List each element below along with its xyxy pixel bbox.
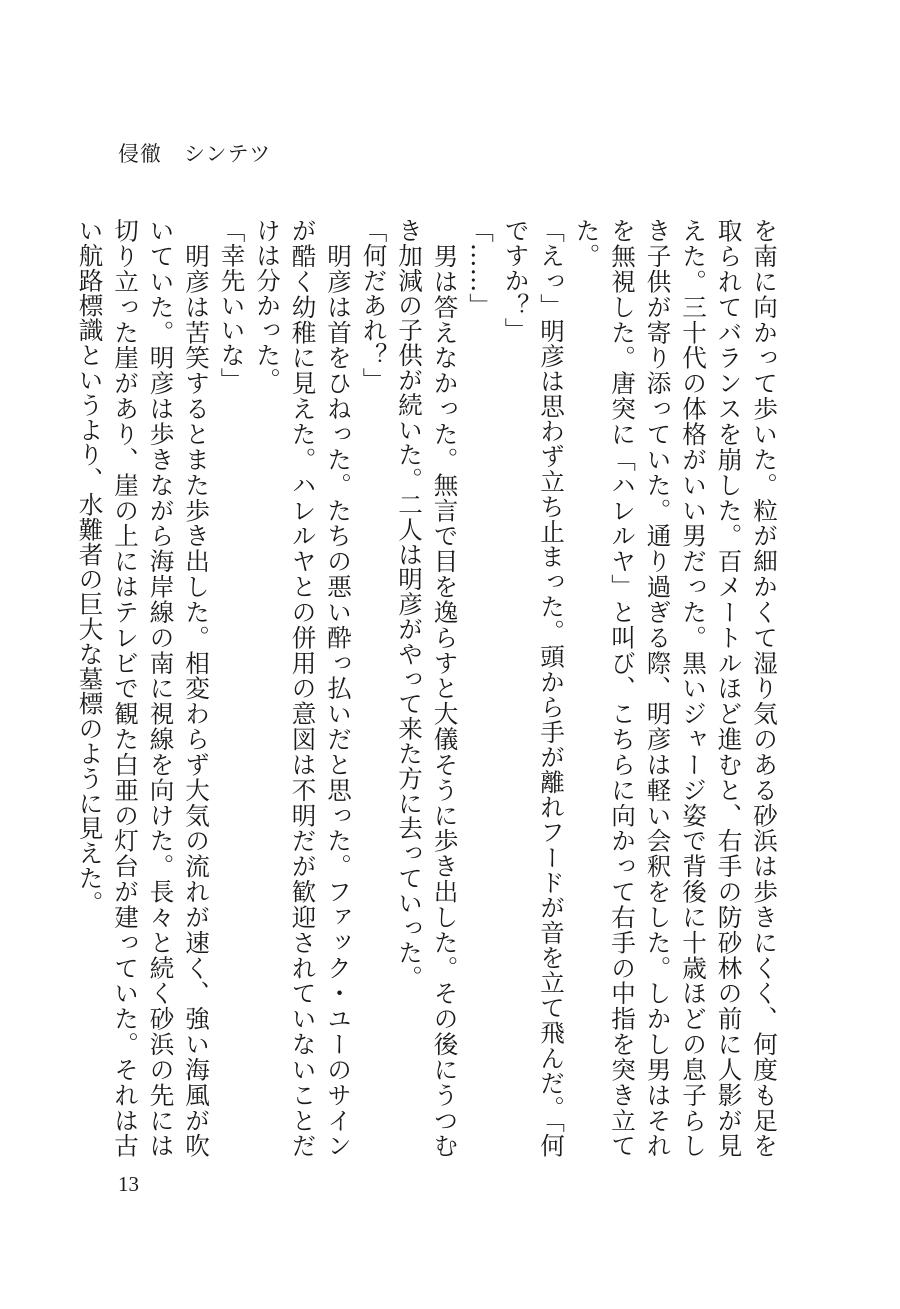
paragraph: 「えっ」明彦は思わず立ち止まった。頭から手が離れフードが音を立て飛んだ。「何ですか？」 [501, 218, 566, 1158]
page-number: 13 [118, 1172, 139, 1196]
paragraph: 明彦は首をひねった。たちの悪い酔っ払いだと思った。ファック・ユーのサインが酷く幼稚に見えた。ハレルヤとの併用の意図は不明だが歓迎されていないことだけは分かった。 [253, 218, 353, 1158]
paragraph: を南に向かって歩いた。粒が細かくて湿り気のある砂浜は歩きにくく、何度も足を取られてバランスを崩した。百メートルほど進むと、右手の防砂林の前に人影が見えた。三十代の体格がいい男だった。黒いジャージ姿で背後に十歳ほどの息子らしき子供が寄り添っていた。通り過ぎる際、明彦は軽い会釈をした。しかし男はそれを無視した。唐突に「ハレルヤ」と叫び、こちらに向かって右手の中指を突き立てた。 [572, 218, 779, 1158]
paragraph: 「……」 [466, 218, 495, 318]
body-text [75, 218, 782, 1158]
paragraph: 「何だあれ？」 [359, 218, 389, 393]
running-header: 侵徹 シンテツ [118, 142, 272, 166]
paragraph: 男は答えなかった。無言で目を逸らすと大儀そうに歩き出した。その後にうつむき加減の子供が続いた。二人は明彦がやって来た方に去っていった。 [395, 218, 460, 1158]
paragraph: 明彦は苦笑するとまた歩き出した。相変わらず大気の流れが速く、強い海風が吹いていた。明彦は歩きながら海岸線の南に視線を向けた。長々と続く砂浜の先には切り立った崖があり、崖の上にはテレビで観た白亜の灯台が建っていた。それは古い航路標識というより、水難者の巨大な墓標のように見えた。 [75, 218, 211, 1158]
paragraph: 「幸先いいな」 [217, 218, 247, 393]
